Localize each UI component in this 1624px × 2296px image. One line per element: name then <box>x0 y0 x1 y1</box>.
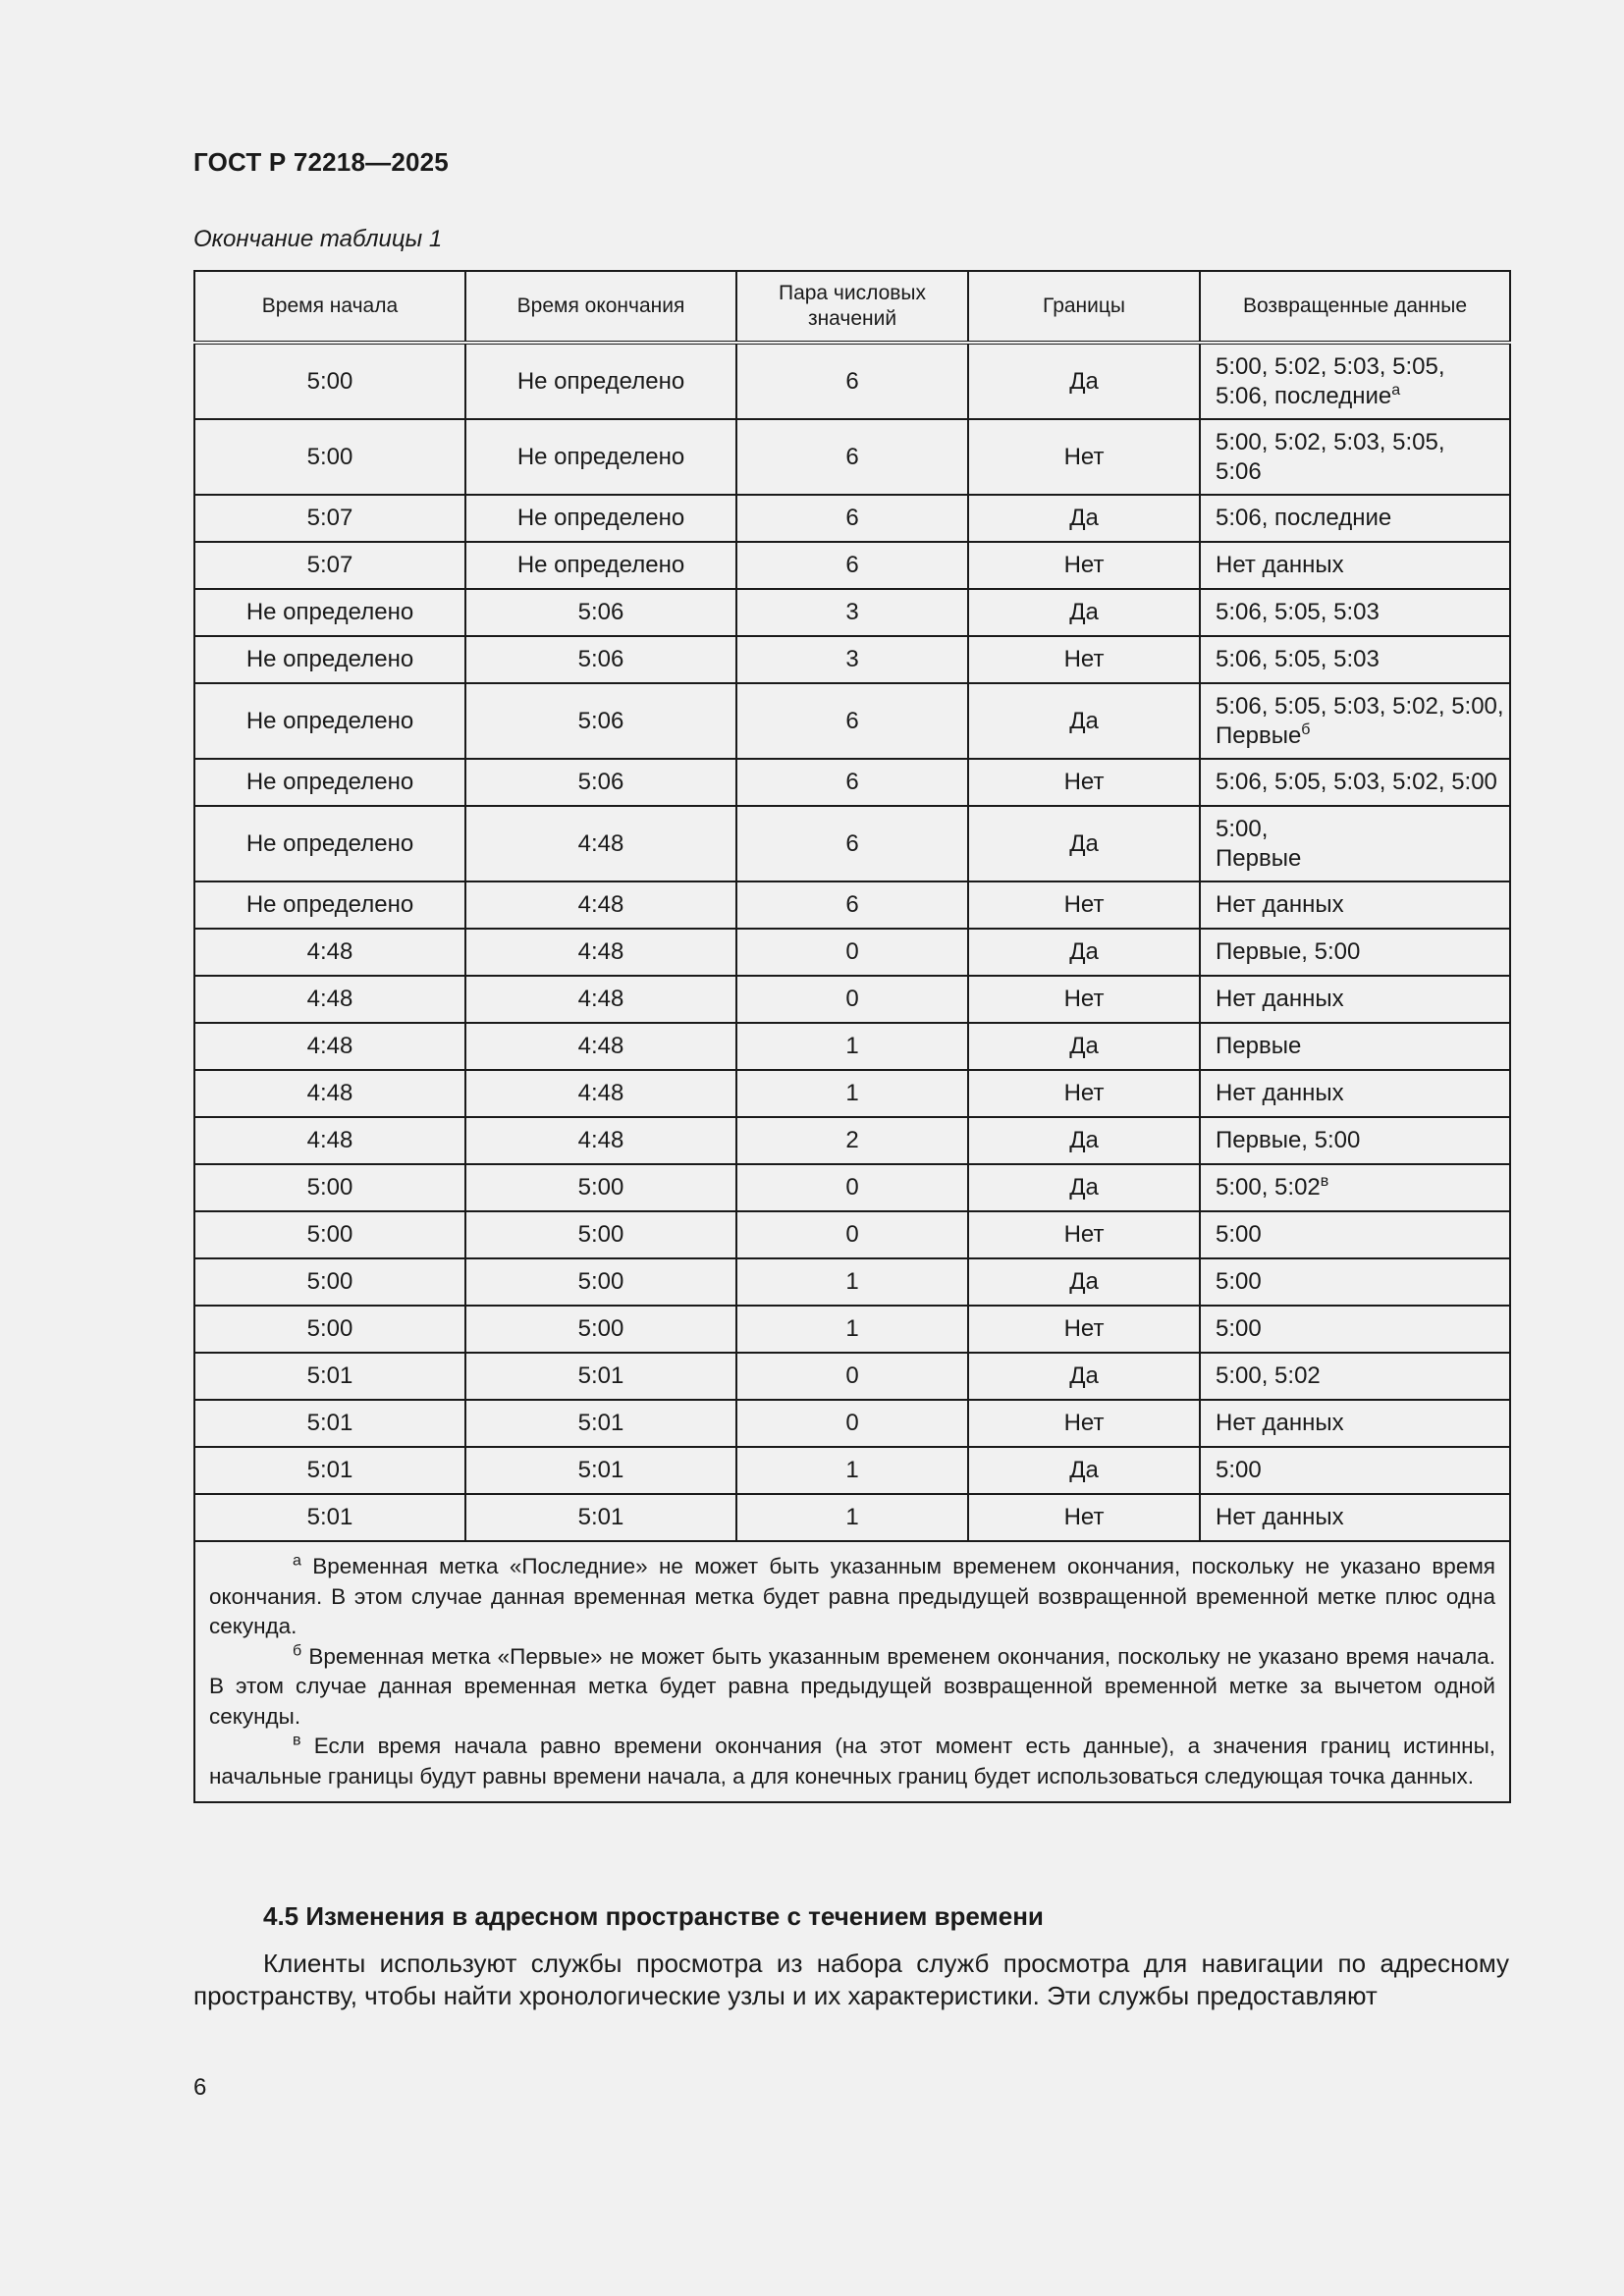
cell-value-pair: 1 <box>736 1447 968 1494</box>
cell-returned-data <box>1200 495 1510 542</box>
cell-returned-data <box>1200 1117 1510 1164</box>
cell-bounds: Нет <box>968 419 1200 495</box>
cell-start-time: Не определено <box>194 806 465 881</box>
cell-bounds: Да <box>968 343 1200 419</box>
cell-bounds: Нет <box>968 1400 1200 1447</box>
returned-line: Нет данных <box>1216 986 1344 1012</box>
table-row <box>194 1023 1510 1070</box>
returned-line: 5:00 <box>1216 1221 1262 1248</box>
table-row <box>194 929 1510 976</box>
cell-value-pair: 6 <box>736 683 968 759</box>
cell-start-time: 5:01 <box>194 1400 465 1447</box>
section-heading: 4.5 Изменения в адресном пространстве с течением времени <box>263 1901 1044 1931</box>
cell-returned-data <box>1200 1211 1510 1258</box>
cell-bounds: Да <box>968 683 1200 759</box>
cell-value-pair: 1 <box>736 1258 968 1306</box>
column-header-end: Время окончания <box>465 271 736 343</box>
cell-end-time: 5:01 <box>465 1447 736 1494</box>
cell-end-time: 5:06 <box>465 683 736 759</box>
body-paragraph: Клиенты используют службы просмотра из набора служб просмотра для навигации по адресному пространству, чтобы найти хронологические узлы и их характеристики. Эти службы предоставляют <box>193 1949 1509 2010</box>
returned-line: 5:00, 5:02, 5:03, 5:05, <box>1216 428 1445 455</box>
notes-row <box>194 1541 1510 1802</box>
cell-bounds: Нет <box>968 1306 1200 1353</box>
cell-returned-data <box>1200 1164 1510 1211</box>
table-row <box>194 419 1510 495</box>
returned-line: Первые, 5:00 <box>1216 1127 1361 1153</box>
returned-line: Первые <box>1216 721 1302 749</box>
cell-bounds: Да <box>968 1353 1200 1400</box>
returned-line: 5:06, последние <box>1216 505 1392 531</box>
cell-end-time: 4:48 <box>465 1070 736 1117</box>
returned-line: Нет данных <box>1216 1504 1344 1530</box>
footnote-mark: б <box>1301 721 1311 738</box>
cell-returned-data <box>1200 976 1510 1023</box>
cell-start-time: 5:00 <box>194 1164 465 1211</box>
cell-end-time: 5:06 <box>465 636 736 683</box>
returned-line: 5:00, 5:02, 5:03, 5:05, <box>1216 352 1445 380</box>
cell-returned-data <box>1200 1353 1510 1400</box>
document-code: ГОСТ Р 72218—2025 <box>193 147 449 177</box>
cell-start-time: 5:01 <box>194 1494 465 1541</box>
cell-bounds: Да <box>968 1117 1200 1164</box>
table-row <box>194 806 1510 881</box>
table-row <box>194 759 1510 806</box>
cell-returned-data <box>1200 636 1510 683</box>
table-row <box>194 589 1510 636</box>
column-header-bounds: Границы <box>968 271 1200 343</box>
cell-value-pair: 0 <box>736 1353 968 1400</box>
cell-returned-data <box>1200 1400 1510 1447</box>
cell-value-pair: 1 <box>736 1070 968 1117</box>
cell-value-pair: 6 <box>736 343 968 419</box>
table-body <box>194 343 1510 1541</box>
cell-value-pair: 0 <box>736 1164 968 1211</box>
cell-bounds: Да <box>968 1023 1200 1070</box>
cell-bounds: Нет <box>968 1070 1200 1117</box>
cell-returned-data <box>1200 806 1510 881</box>
cell-end-time: 5:00 <box>465 1211 736 1258</box>
cell-end-time: Не определено <box>465 542 736 589</box>
returned-line: Нет данных <box>1216 891 1344 918</box>
cell-start-time: 4:48 <box>194 1117 465 1164</box>
cell-value-pair: 3 <box>736 636 968 683</box>
cell-start-time: Не определено <box>194 589 465 636</box>
cell-value-pair: 1 <box>736 1023 968 1070</box>
cell-end-time: 5:00 <box>465 1306 736 1353</box>
cell-value-pair: 6 <box>736 881 968 929</box>
cell-value-pair: 6 <box>736 759 968 806</box>
cell-returned-data <box>1200 881 1510 929</box>
returned-line: 5:06, 5:05, 5:03 <box>1216 599 1380 625</box>
table-row <box>194 1494 1510 1541</box>
cell-returned-data <box>1200 759 1510 806</box>
cell-end-time: Не определено <box>465 495 736 542</box>
table-row <box>194 636 1510 683</box>
cell-bounds: Да <box>968 806 1200 881</box>
cell-bounds: Да <box>968 929 1200 976</box>
returned-line: 5:00, 5:02 <box>1216 1362 1321 1389</box>
cell-returned-data <box>1200 419 1510 495</box>
cell-end-time: 5:00 <box>465 1258 736 1306</box>
cell-end-time: 4:48 <box>465 881 736 929</box>
returned-line: Нет данных <box>1216 552 1344 578</box>
returned-line: 5:06, 5:05, 5:03, 5:02, 5:00 <box>1216 769 1497 795</box>
column-header-pair: Пара числовых значений <box>736 271 968 343</box>
page-number: 6 <box>193 2074 207 2101</box>
cell-returned-data <box>1200 1447 1510 1494</box>
cell-bounds: Да <box>968 589 1200 636</box>
returned-line: Первые <box>1216 844 1302 872</box>
cell-start-time: 5:07 <box>194 542 465 589</box>
table-row <box>194 1070 1510 1117</box>
returned-line: Нет данных <box>1216 1080 1344 1106</box>
returned-line: Первые <box>1216 1033 1302 1059</box>
returned-line: 5:00, 5:02 <box>1216 1174 1321 1201</box>
cell-end-time: 4:48 <box>465 1023 736 1070</box>
table-header-row <box>194 271 1510 343</box>
cell-start-time: Не определено <box>194 881 465 929</box>
cell-end-time: Не определено <box>465 343 736 419</box>
table-row <box>194 1353 1510 1400</box>
cell-bounds: Нет <box>968 542 1200 589</box>
note-text: Если время начала равно времени окончания (на этот момент есть данные), а значения границ истинны, начальные границы будут равны времени начала, а для конечных границ будет использоваться следующая точка данных. <box>209 1734 1495 1789</box>
cell-bounds: Да <box>968 1258 1200 1306</box>
returned-line: 5:06, 5:05, 5:03, 5:02, 5:00, <box>1216 692 1504 720</box>
cell-bounds: Нет <box>968 1494 1200 1541</box>
table-row <box>194 343 1510 419</box>
note-text: Временная метка «Последние» не может быть указанным временем окончания, поскольку не указано время окончания. В этом случае данная временная метка будет равна предыдущей возвращенной временной метке плюс одна секунда. <box>209 1554 1495 1638</box>
cell-value-pair: 0 <box>736 1400 968 1447</box>
cell-end-time: 5:06 <box>465 759 736 806</box>
table-row <box>194 1258 1510 1306</box>
cell-end-time: 4:48 <box>465 1117 736 1164</box>
cell-end-time: 5:06 <box>465 589 736 636</box>
cell-start-time: 5:01 <box>194 1447 465 1494</box>
table-notes <box>194 1541 1510 1802</box>
table-caption: Окончание таблицы 1 <box>193 226 443 252</box>
cell-value-pair: 1 <box>736 1494 968 1541</box>
cell-value-pair: 0 <box>736 1211 968 1258</box>
cell-start-time: 4:48 <box>194 1070 465 1117</box>
cell-returned-data <box>1200 1070 1510 1117</box>
cell-start-time: 5:00 <box>194 1258 465 1306</box>
cell-end-time: 5:01 <box>465 1494 736 1541</box>
footnote-mark: а <box>1391 381 1401 399</box>
cell-start-time: 5:00 <box>194 1211 465 1258</box>
note-mark: в <box>293 1732 301 1749</box>
cell-start-time: 5:00 <box>194 419 465 495</box>
table-row <box>194 1306 1510 1353</box>
cell-bounds: Да <box>968 495 1200 542</box>
cell-value-pair: 6 <box>736 419 968 495</box>
cell-returned-data <box>1200 929 1510 976</box>
footnote-mark: в <box>1320 1173 1329 1190</box>
returned-line: 5:06 <box>1216 457 1262 485</box>
cell-returned-data <box>1200 1494 1510 1541</box>
cell-start-time: Не определено <box>194 759 465 806</box>
cell-value-pair: 6 <box>736 542 968 589</box>
cell-start-time: 4:48 <box>194 976 465 1023</box>
returned-line: 5:00 <box>1216 1315 1262 1342</box>
table-row <box>194 881 1510 929</box>
returned-line: 5:06, последние <box>1216 382 1392 409</box>
cell-start-time: 5:00 <box>194 1306 465 1353</box>
cell-start-time: 5:01 <box>194 1353 465 1400</box>
table-row <box>194 1117 1510 1164</box>
note-a <box>209 1552 1495 1642</box>
cell-bounds: Нет <box>968 976 1200 1023</box>
cell-value-pair: 6 <box>736 495 968 542</box>
note-mark: а <box>293 1552 301 1570</box>
returned-line: Первые, 5:00 <box>1216 938 1361 965</box>
cell-end-time: 5:01 <box>465 1400 736 1447</box>
table-row <box>194 1164 1510 1211</box>
cell-start-time: 4:48 <box>194 1023 465 1070</box>
cell-start-time: 5:07 <box>194 495 465 542</box>
cell-bounds: Нет <box>968 636 1200 683</box>
column-header-start: Время начала <box>194 271 465 343</box>
cell-start-time: Не определено <box>194 683 465 759</box>
cell-bounds: Да <box>968 1447 1200 1494</box>
returned-line: 5:00 <box>1216 1457 1262 1483</box>
returned-line: 5:00 <box>1216 1268 1262 1295</box>
cell-end-time: 5:00 <box>465 1164 736 1211</box>
cell-returned-data <box>1200 343 1510 419</box>
returned-line: 5:06, 5:05, 5:03 <box>1216 646 1380 672</box>
cell-value-pair: 2 <box>736 1117 968 1164</box>
table-row <box>194 683 1510 759</box>
cell-start-time: Не определено <box>194 636 465 683</box>
cell-bounds: Да <box>968 1164 1200 1211</box>
returned-line: Нет данных <box>1216 1410 1344 1436</box>
cell-returned-data <box>1200 683 1510 759</box>
column-header-returned: Возвращенные данные <box>1200 271 1510 343</box>
cell-bounds: Нет <box>968 881 1200 929</box>
data-table <box>193 270 1511 1803</box>
cell-bounds: Нет <box>968 1211 1200 1258</box>
table-row <box>194 1400 1510 1447</box>
cell-returned-data <box>1200 1023 1510 1070</box>
note-b <box>209 1642 1495 1733</box>
note-mark: б <box>293 1642 302 1659</box>
cell-start-time: 5:00 <box>194 343 465 419</box>
cell-value-pair: 1 <box>736 1306 968 1353</box>
cell-returned-data <box>1200 1258 1510 1306</box>
table-row <box>194 1447 1510 1494</box>
cell-value-pair: 3 <box>736 589 968 636</box>
cell-value-pair: 0 <box>736 976 968 1023</box>
note-v <box>209 1732 1495 1791</box>
cell-returned-data <box>1200 589 1510 636</box>
cell-value-pair: 6 <box>736 806 968 881</box>
table-row <box>194 1211 1510 1258</box>
cell-end-time: 5:01 <box>465 1353 736 1400</box>
cell-end-time: 4:48 <box>465 976 736 1023</box>
table-row <box>194 542 1510 589</box>
note-text: Временная метка «Первые» не может быть указанным временем окончания, поскольку не указано время начала. В этом случае данная временная метка будет равна предыдущей возвращенной временной метке за вычетом одной секунды. <box>209 1643 1495 1729</box>
cell-value-pair: 0 <box>736 929 968 976</box>
returned-line: 5:00, <box>1216 815 1269 842</box>
cell-returned-data <box>1200 542 1510 589</box>
cell-returned-data <box>1200 1306 1510 1353</box>
table-row <box>194 495 1510 542</box>
cell-bounds: Нет <box>968 759 1200 806</box>
cell-end-time: 4:48 <box>465 929 736 976</box>
cell-end-time: Не определено <box>465 419 736 495</box>
cell-end-time: 4:48 <box>465 806 736 881</box>
cell-start-time: 4:48 <box>194 929 465 976</box>
table-row <box>194 976 1510 1023</box>
